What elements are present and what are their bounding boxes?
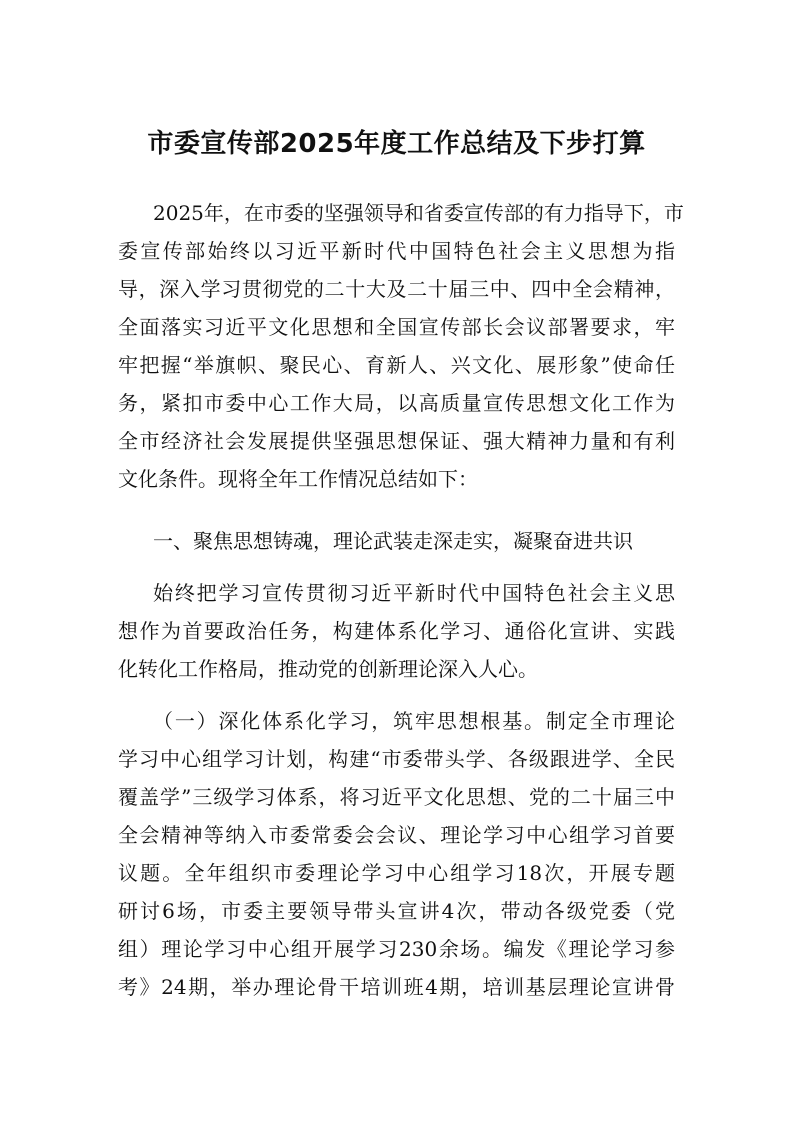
section-1-line-3: 化转化工作格局，推动党的创新理论深入人心。 <box>118 657 538 681</box>
subsection-1-line-8: 考》24期，举办理论骨干培训班4期，培训基层理论宣讲骨 <box>118 975 675 999</box>
subsection-1-line-3: 覆盖学”三级学习体系，将习近平文化思想、党的二十届三中 <box>118 785 675 809</box>
subsection-1-line-7: 组）理论学习中心组开展学习230余场。编发《理论学习参 <box>118 937 675 961</box>
intro-line-4: 全面落实习近平文化思想和全国宣传部长会议部署要求，牢 <box>118 315 675 339</box>
intro-line-3: 导，深入学习贯彻党的二十大及二十届三中、四中全会精神， <box>118 277 675 301</box>
section-1-heading: 一、聚焦思想铸魂，理论武装走深走实，凝聚奋进共识 <box>153 529 633 553</box>
intro-line-2: 委宣传部始终以习近平新时代中国特色社会主义思想为指 <box>118 239 675 263</box>
subsection-1-line-6: 研讨6场，市委主要领导带头宣讲4次，带动各级党委（党 <box>118 899 675 923</box>
intro-line-8: 文化条件。现将全年工作情况总结如下： <box>118 467 478 491</box>
intro-line-5: 牢把握“举旗帜、聚民心、育新人、兴文化、展形象”使命任 <box>118 353 675 377</box>
subsection-1-line-5: 议题。全年组织市委理论学习中心组学习18次，开展专题 <box>118 861 675 885</box>
subsection-1-line-1: （一）深化体系化学习，筑牢思想根基。制定全市理论 <box>153 709 675 733</box>
document-title: 市委宣传部2025年度工作总结及下步打算 <box>147 129 646 159</box>
intro-line-1: 2025年，在市委的坚强领导和省委宣传部的有力指导下，市 <box>153 201 684 225</box>
intro-line-6: 务，紧扣市委中心工作大局，以高质量宣传思想文化工作为 <box>118 391 675 415</box>
section-1-line-2: 想作为首要政治任务，构建体系化学习、通俗化宣讲、实践 <box>118 619 675 643</box>
section-1-line-1: 始终把学习宣传贯彻习近平新时代中国特色社会主义思 <box>153 581 675 605</box>
intro-line-7: 全市经济社会发展提供坚强思想保证、强大精神力量和有利 <box>118 429 675 453</box>
subsection-1-line-2: 学习中心组学习计划，构建“市委带头学、各级跟进学、全民 <box>118 747 675 771</box>
subsection-1-line-4: 全会精神等纳入市委常委会会议、理论学习中心组学习首要 <box>118 823 675 847</box>
